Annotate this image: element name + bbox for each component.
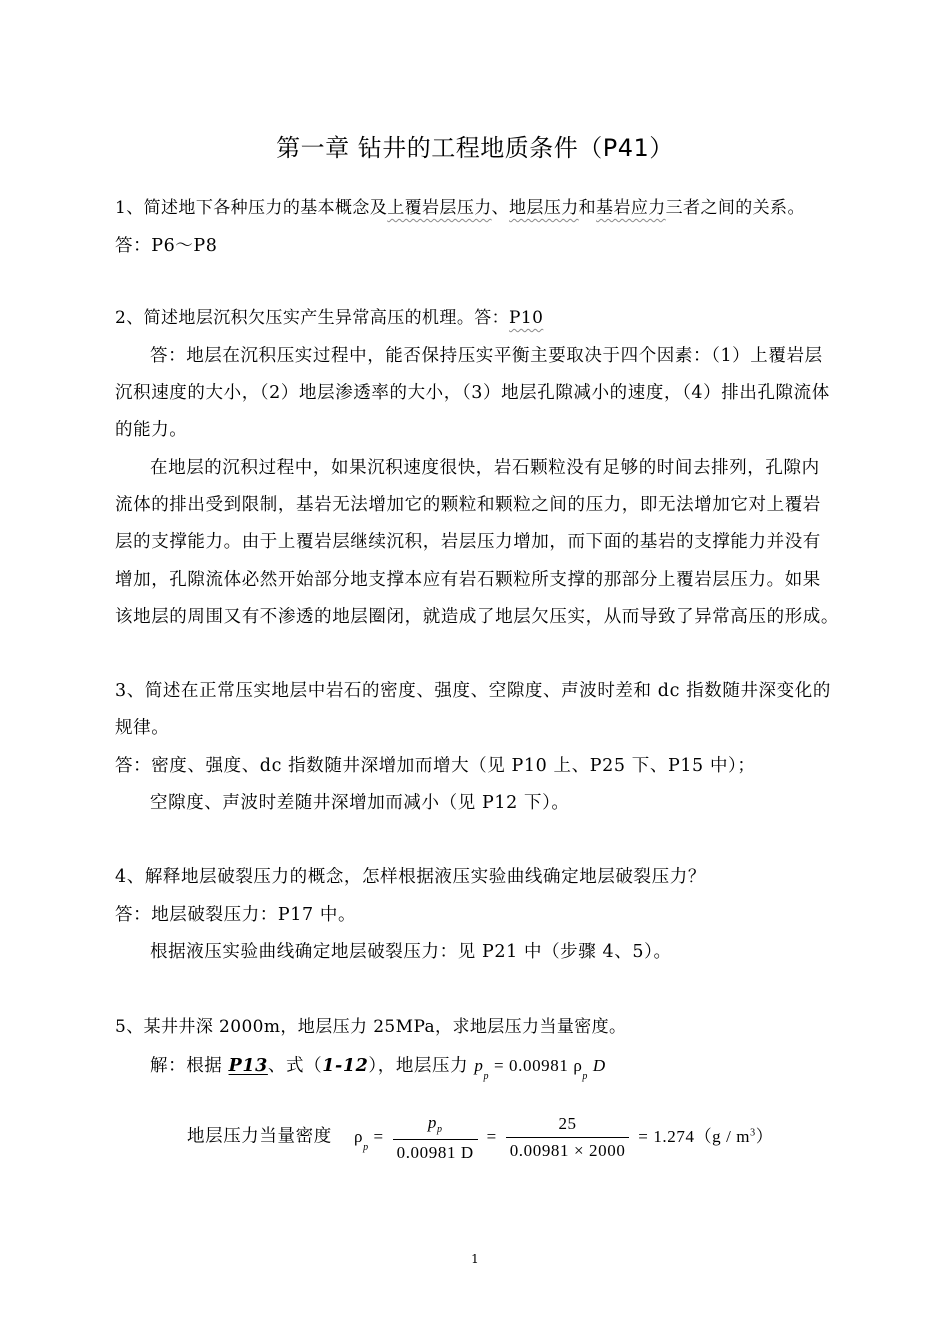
term-matrix-stress: 基岩应力 — [596, 198, 666, 218]
formula-symbol: ρ — [353, 1126, 364, 1146]
page-title: 第一章 钻井的工程地质条件（P41） — [276, 134, 674, 162]
page-number: 1 — [471, 1252, 479, 1266]
equation-ref: 1-12 — [322, 1056, 369, 1076]
question-1 — [115, 197, 875, 219]
formula-symbol: p — [427, 1112, 437, 1132]
answer-4-line-1: 答：地层破裂压力：P17 中。 — [115, 905, 357, 925]
fraction-1-denominator: 0.00981 D — [396, 1142, 474, 1162]
solution-text: 、式（ — [267, 1056, 323, 1076]
fraction-2-denominator: 0.00981 × 2000 — [509, 1141, 626, 1161]
solution-5-line-1 — [150, 1055, 910, 1080]
formula-subscript: p — [483, 1071, 490, 1082]
answer-2-para2-line-3: 层的支撑能力。由于上覆岩层继续沉积，岩层压力增加，而下面的基岩的支撑能力并没有 — [115, 532, 821, 552]
separator: 和 — [578, 198, 597, 218]
formula-symbol: p — [474, 1056, 484, 1075]
answer-2-line-1: 答：地层在沉积压实过程中，能否保持压实平衡主要取决于四个因素：（1）上覆岩层 — [150, 346, 823, 366]
question-3-line-2: 规律。 — [115, 718, 170, 738]
answer-1: 答：P6～P8 — [115, 236, 218, 256]
answer-2-line-3: 的能力。 — [115, 420, 188, 440]
formula-subscript: p — [436, 1123, 443, 1135]
question-2 — [115, 307, 875, 329]
answer-3-line-1: 答：密度、强度、dc 指数随井深增加而增大（见 P10 上、P25 下、P15 中）； — [115, 756, 756, 776]
separator: 、 — [491, 198, 510, 218]
term-overburden-pressure: 上覆岩层压力 — [387, 198, 492, 218]
fraction-1 — [393, 1112, 478, 1164]
answer-4-line-2: 根据液压实验曲线确定地层破裂压力：见 P21 中（步骤 4、5）。 — [150, 942, 672, 962]
formula-superscript: 3 — [750, 1127, 756, 1138]
equals-sign: = — [486, 1126, 497, 1146]
answer-2-para2-line-2: 流体的排出受到限制，基岩无法增加它的颗粒和颗粒之间的压力，即无法增加它对上覆岩 — [115, 495, 821, 515]
question-2-ref: P10 — [509, 308, 544, 328]
formula-result-end: ） — [755, 1126, 774, 1146]
formula-1 — [474, 1056, 606, 1082]
question-4: 4、解释地层破裂压力的概念，怎样根据液压实验曲线确定地层破裂压力？ — [115, 867, 706, 887]
question-1-text: 1、简述地下各种压力的基本概念及 — [115, 198, 388, 218]
solution-text: 解：根据 — [150, 1056, 229, 1076]
question-1-tail: 三者之间的关系。 — [665, 198, 805, 218]
formula-rhs: = 0.00981 ρ — [494, 1056, 583, 1075]
answer-2-line-2: 沉积速度的大小，（2）地层渗透率的大小，（3）地层孔隙减小的速度，（4）排出孔隙流体 — [115, 383, 830, 403]
solution-5-line-2 — [187, 1108, 947, 1165]
fraction-2 — [506, 1113, 630, 1162]
answer-2-para2-line-1: 在地层的沉积过程中，如果沉积速度很快，岩石颗粒没有足够的时间去排列，孔隙内 — [150, 458, 820, 478]
formula-subscript: p — [363, 1141, 369, 1153]
answer-2-para2-line-4: 增加，孔隙流体必然开始部分地支撑本应有岩石颗粒所支撑的那部分上覆岩层压力。如果 — [115, 570, 821, 590]
answer-3-line-2: 空隙度、声波时差随井深增加而减小（见 P12 下）。 — [150, 793, 570, 813]
question-5: 5、某井井深 2000m，地层压力 25MPa，求地层压力当量密度。 — [115, 1017, 627, 1037]
fraction-2-numerator: 25 — [506, 1113, 630, 1138]
solution-ref: P13 — [228, 1056, 268, 1076]
equals-sign: = — [373, 1126, 384, 1146]
question-2-text: 2、简述地层沉积欠压实产生异常高压的机理。答： — [115, 308, 510, 328]
term-formation-pressure: 地层压力 — [509, 198, 579, 218]
question-3-line-1: 3、简述在正常压实地层中岩石的密度、强度、空隙度、声波时差和 dc 指数随井深变化的 — [115, 681, 831, 701]
formula-subscript: p — [582, 1071, 589, 1082]
solution-text: ），地层压力 — [368, 1056, 469, 1076]
answer-2-para2-line-5: 该地层的周围又有不渗透的地层圈闭，就造成了地层欠压实，从而导致了异常高压的形成。 — [115, 607, 839, 627]
formula-result: = 1.274（g / m — [638, 1126, 751, 1146]
formula-label: 地层压力当量密度 — [187, 1126, 332, 1147]
fraction-1-numerator — [393, 1112, 478, 1140]
formula-symbol: D — [592, 1056, 606, 1075]
